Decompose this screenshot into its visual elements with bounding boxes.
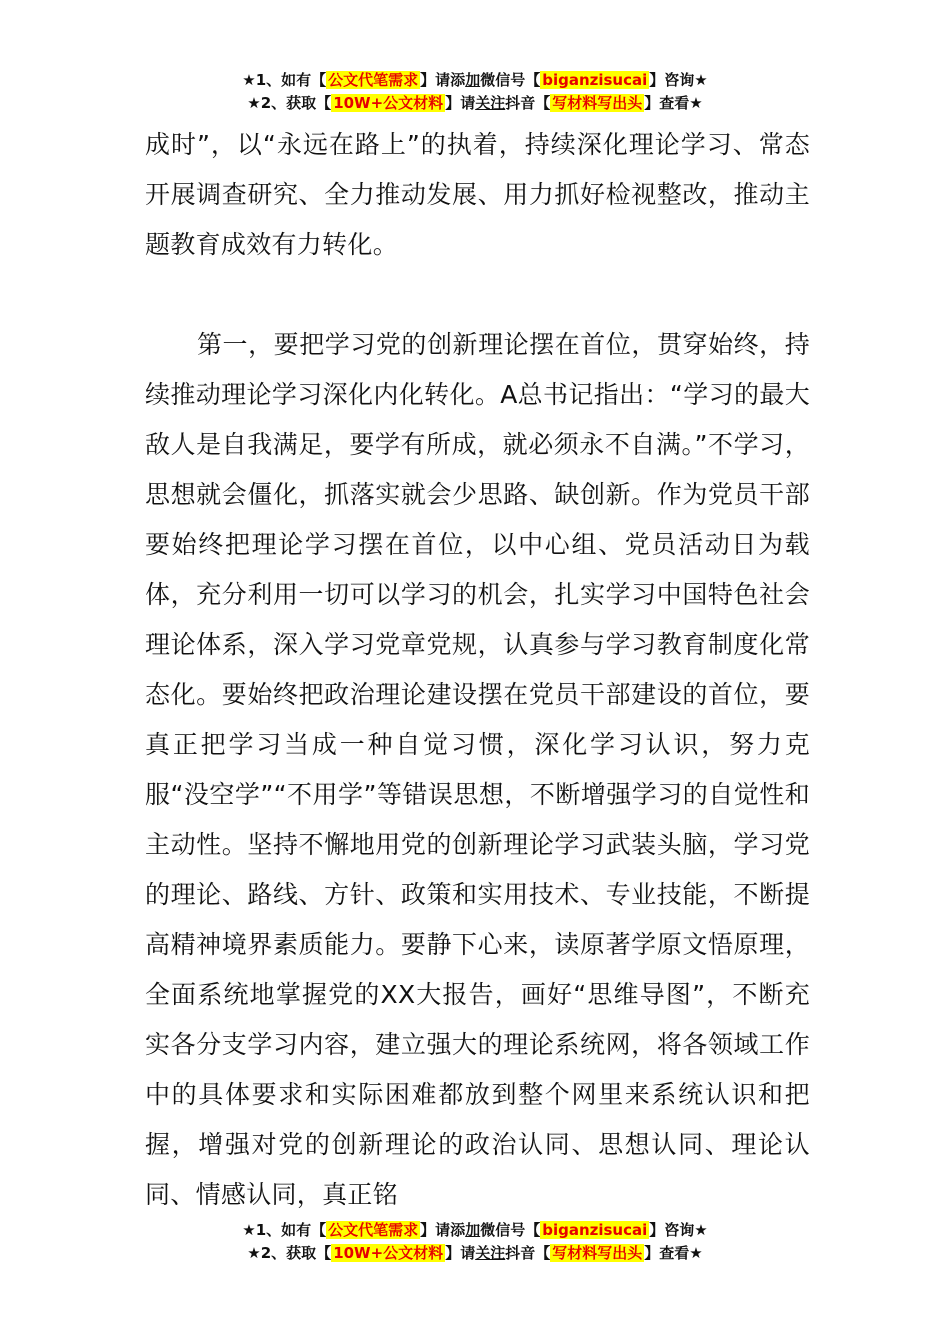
banner-text: ★2、获取【 xyxy=(247,94,332,112)
banner-line-1 xyxy=(0,69,950,92)
highlight-materials: 10W+公文材料 xyxy=(333,94,444,112)
highlight-service: 公文代笔需求 xyxy=(328,71,419,89)
highlight-douyin-account: 写材料写出头 xyxy=(552,94,643,112)
banner-text: 】咨询★ xyxy=(649,1221,708,1239)
highlight-materials: 10W+公文材料 xyxy=(333,1244,444,1262)
highlight-service: 公文代笔需求 xyxy=(328,1221,419,1239)
banner-line-2 xyxy=(0,1242,950,1265)
banner-text: 微信号【 xyxy=(480,71,541,89)
highlight-wechat-id: biganzisucai xyxy=(542,71,648,89)
banner-text: ★1、如有【 xyxy=(242,71,327,89)
paragraph-first-point: 第一，要把学习党的创新理论摆在首位，贯穿始终，持续推动理论学习深化内化转化。A总书记指出：“学习的最大敌人是自我满足，要学有所成，就必须永不自满。”不学习，思想就会僵化，抓落实就会少思路、缺创新。作为党员干部要始终把理论学习摆在首位，以中心组、党员活动日为载体，充分利用一切可以学习的机会，扎实学习中国特色社会理论体系，深入学习党章党规，认真参与学习教育制度化常态化。要始终把政治理论建设摆在党员干部建设的首位，要真正把学习当成一种自觉习惯，深化学习认识，努力克服“没空学”“不用学”等错误思想，不断增强学习的自觉性和主动性。坚持不懈地用党的创新理论学习武装头脑，学习党的理论、路线、方针、政策和实用技术、专业技能，不断提高精神境界素质能力。要静下心来，读原著学原文悟原理，全面系统地掌握党的XX大报告，画好“思维导图”，不断充实各分支学习内容，建立强大的理论系统网，将各领域工作中的具体要求和实际困难都放到整个网里来系统认识和把握，增强对党的创新理论的政治认同、思想认同、理论认同、情感认同，真正铭 xyxy=(145,330,810,1209)
banner-text: 】请添 xyxy=(420,71,466,89)
banner-text: 抖音【 xyxy=(505,1244,551,1262)
banner-underlined-text: 关注 xyxy=(475,94,506,112)
banner-text: 】请 xyxy=(445,1244,476,1262)
banner-text: 抖音【 xyxy=(505,94,551,112)
banner-underlined-text: 关注 xyxy=(475,1244,506,1262)
header-banner xyxy=(0,69,950,115)
banner-text: 】请添 xyxy=(420,1221,466,1239)
highlight-wechat-id: biganzisucai xyxy=(542,1221,648,1239)
paragraph-continuation: 成时”，以“永远在路上”的执着，持续深化理论学习、常态开展调查研究、全力推动发展、用力抓好检视整改，推动主题教育成效有力转化。 xyxy=(145,130,810,259)
highlight-douyin-account: 写材料写出头 xyxy=(552,1244,643,1262)
banner-line-2 xyxy=(0,92,950,115)
banner-text: 】咨询★ xyxy=(649,71,708,89)
banner-text: 】请 xyxy=(445,94,476,112)
document-body-main xyxy=(145,320,810,1220)
banner-text: 】查看★ xyxy=(644,1244,703,1262)
banner-text: 微信号【 xyxy=(480,1221,541,1239)
banner-text: ★2、获取【 xyxy=(247,1244,332,1262)
banner-underlined-text: 加 xyxy=(465,1221,481,1239)
banner-text: 】查看★ xyxy=(644,94,703,112)
banner-line-1 xyxy=(0,1219,950,1242)
banner-text: ★1、如有【 xyxy=(242,1221,327,1239)
document-body-top xyxy=(145,120,810,270)
banner-underlined-text: 加 xyxy=(465,71,481,89)
footer-banner xyxy=(0,1219,950,1265)
